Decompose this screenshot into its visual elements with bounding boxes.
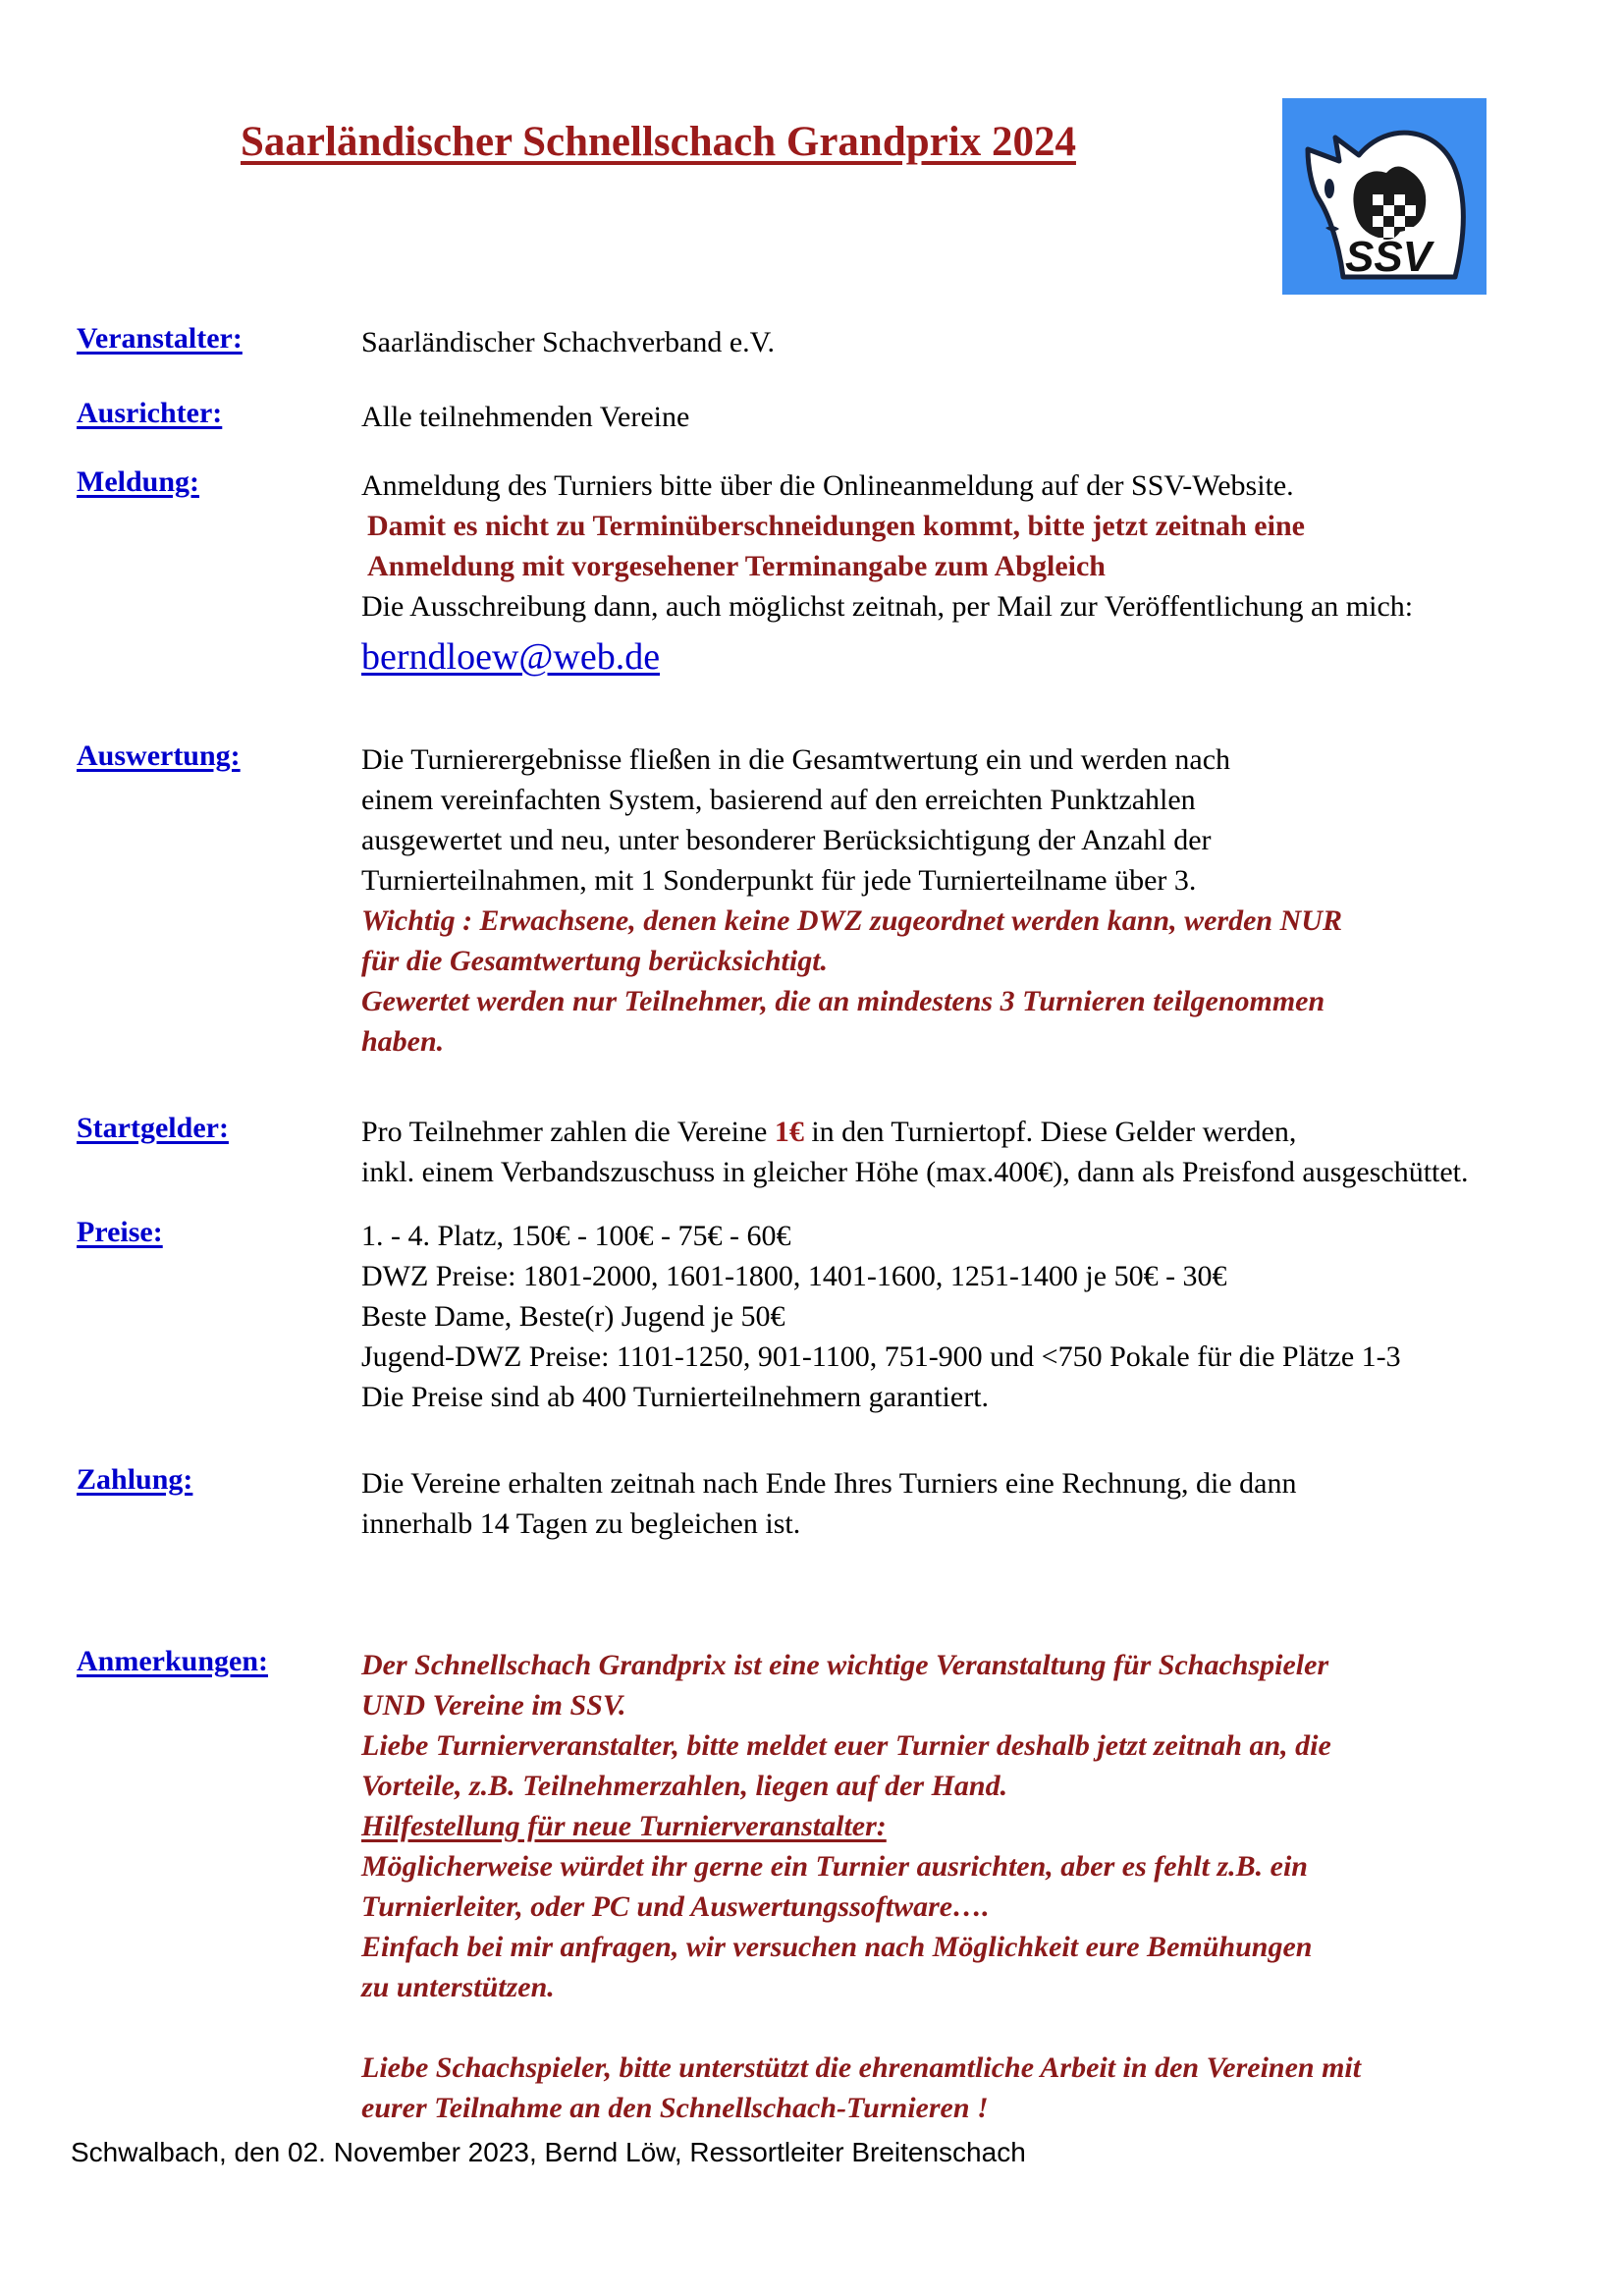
text-line-highlight: Vorteile, z.B. Teilnehmerzahlen, liegen auf der Hand. xyxy=(361,1770,1008,1802)
content-zahlung xyxy=(361,1463,1569,1544)
startgeld-amount: 1€ xyxy=(774,1116,804,1148)
text-line: Jugend-DWZ Preise: 1101-1250, 901-1100, 751-900 und <750 Pokale für die Plätze 1-3 xyxy=(361,1340,1401,1373)
label-zahlung: Zahlung: xyxy=(77,1463,193,1496)
content-ausrichter xyxy=(361,397,1569,437)
text-line: inkl. einem Verbandszuschuss in gleicher Höhe (max.400€), dann als Preisfond ausgeschüttet. xyxy=(361,1156,1469,1188)
label-auswertung: Auswertung: xyxy=(77,739,241,772)
text-line: Die Vereine erhalten zeitnah nach Ende Ihres Turniers eine Rechnung, die dann xyxy=(361,1467,1297,1500)
text-fragment: Pro Teilnehmer zahlen die Vereine xyxy=(361,1116,775,1148)
text-line-highlight: zu unterstützen. xyxy=(361,1971,555,2003)
text-line: 1. - 4. Platz, 150€ - 100€ - 75€ - 60€ xyxy=(361,1220,791,1252)
text-line-highlight: Liebe Schachspieler, bitte unterstützt die ehrenamtliche Arbeit in den Vereinen mit xyxy=(361,2051,1362,2084)
text-line-highlight: Der Schnellschach Grandprix ist eine wichtige Veranstaltung für Schachspieler xyxy=(361,1649,1329,1681)
text-line-highlight: Anmeldung mit vorgesehener Terminangabe zum Abgleich xyxy=(367,550,1106,582)
text-line-highlight: Wichtig : Erwachsene, denen keine DWZ zugeordnet werden kann, werden NUR xyxy=(361,904,1342,937)
text-line: Beste Dame, Beste(r) Jugend je 50€ xyxy=(361,1300,785,1333)
content-startgelder xyxy=(361,1112,1569,1192)
text-line-subheading: Hilfestellung für neue Turnierveranstalter: xyxy=(361,1810,887,1842)
logo-wordmark: SSV xyxy=(1344,233,1433,281)
knight-logo-icon xyxy=(1282,98,1487,295)
spacer-line xyxy=(361,2007,1569,2048)
page-title: Saarländischer Schnellschach Grandprix 2024 xyxy=(241,119,1076,165)
text-line-highlight: haben. xyxy=(361,1025,445,1058)
text-line: Saarländischer Schachverband e.V. xyxy=(361,326,775,358)
text-fragment: in den Turniertopf. Diese Gelder werden, xyxy=(803,1116,1297,1148)
content-auswertung xyxy=(361,739,1569,1062)
ssv-logo xyxy=(1282,98,1487,295)
label-veranstalter: Veranstalter: xyxy=(77,322,243,355)
text-line: Alle teilnehmenden Vereine xyxy=(361,401,690,433)
email-line xyxy=(361,632,1569,682)
text-line-highlight: Einfach bei mir anfragen, wir versuchen nach Möglichkeit eure Bemühungen xyxy=(361,1931,1313,1963)
document-header xyxy=(0,0,1622,304)
text-line-highlight: Möglicherweise würdet ihr gerne ein Turnier ausrichten, aber es fehlt z.B. ein xyxy=(361,1850,1308,1883)
text-line: Die Ausschreibung dann, auch möglichst zeitnah, per Mail zur Veröffentlichung an mich: xyxy=(361,590,1414,623)
text-line-highlight: Damit es nicht zu Terminüberschneidungen kommt, bitte jetzt zeitnah eine xyxy=(367,510,1305,542)
label-meldung: Meldung: xyxy=(77,465,200,498)
text-line-highlight: Turnierleiter, oder PC und Auswertungssoftware…. xyxy=(361,1890,990,1923)
label-anmerkungen: Anmerkungen: xyxy=(77,1645,269,1677)
content-preise xyxy=(361,1216,1569,1417)
text-line-highlight: für die Gesamtwertung berücksichtigt. xyxy=(361,945,829,977)
text-line-highlight: Gewertet werden nur Teilnehmer, die an mindestens 3 Turnieren teilgenommen xyxy=(361,985,1325,1017)
text-line: DWZ Preise: 1801-2000, 1601-1800, 1401-1600, 1251-1400 je 50€ - 30€ xyxy=(361,1260,1227,1292)
label-ausrichter: Ausrichter: xyxy=(77,397,223,429)
label-preise: Preise: xyxy=(77,1216,163,1248)
footer-signature: Schwalbach, den 02. November 2023, Bernd Löw, Ressortleiter Breitenschach xyxy=(71,2137,1026,2167)
text-line: ausgewertet und neu, unter besonderer Berücksichtigung der Anzahl der xyxy=(361,824,1212,856)
content-meldung xyxy=(361,465,1569,682)
text-line: Turnierteilnahmen, mit 1 Sonderpunkt für jede Turnierteilname über 3. xyxy=(361,864,1197,897)
text-line xyxy=(361,1112,1569,1152)
text-line: Anmeldung des Turniers bitte über die Onlineanmeldung auf der SSV-Website. xyxy=(361,469,1294,502)
text-line: innerhalb 14 Tagen zu begleichen ist. xyxy=(361,1507,801,1540)
text-line-highlight: UND Vereine im SSV. xyxy=(361,1689,626,1722)
text-line-highlight: eurer Teilnahme an den Schnellschach-Turnieren ! xyxy=(361,2092,989,2124)
email-link[interactable]: berndloew@web.de xyxy=(361,636,661,678)
content-veranstalter xyxy=(361,322,1569,362)
content-anmerkungen xyxy=(361,1645,1569,2128)
text-line-highlight: Liebe Turnierveranstalter, bitte meldet euer Turnier deshalb jetzt zeitnah an, die xyxy=(361,1729,1331,1762)
text-line: einem vereinfachten System, basierend auf den erreichten Punktzahlen xyxy=(361,784,1196,816)
label-startgelder: Startgelder: xyxy=(77,1112,229,1144)
text-line: Die Preise sind ab 400 Turnierteilnehmern garantiert. xyxy=(361,1381,990,1413)
text-line: Die Turnierergebnisse fließen in die Gesamtwertung ein und werden nach xyxy=(361,743,1231,776)
